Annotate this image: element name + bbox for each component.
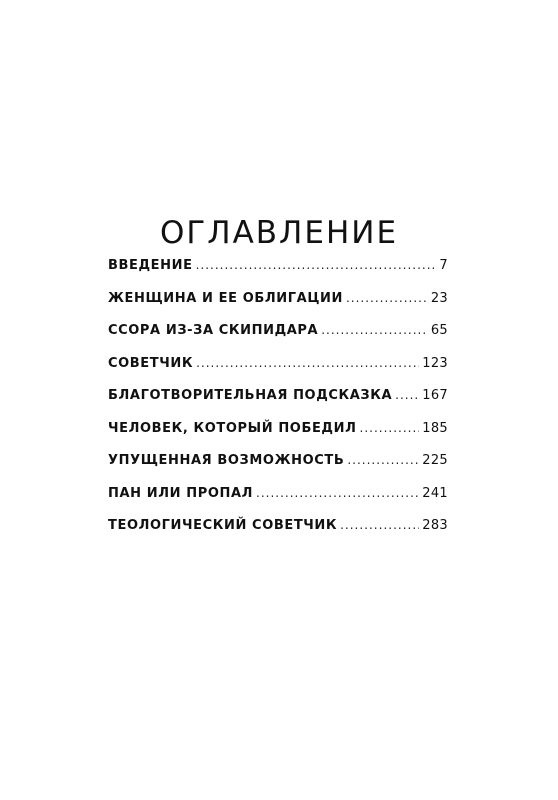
toc-entry-title: ВВЕДЕНИЕ: [108, 258, 193, 273]
dot-leader: [196, 356, 419, 370]
toc-entry-page: 241: [422, 485, 448, 501]
toc-entry: [108, 421, 448, 454]
dot-leader: [196, 258, 437, 272]
toc-entry-title: УПУЩЕННАЯ ВОЗМОЖНОСТЬ: [108, 453, 345, 468]
dot-leader: [256, 486, 419, 500]
toc-entry: [108, 356, 448, 389]
toc-entry: [108, 486, 448, 519]
toc-entry-page: 283: [422, 518, 448, 533]
toc-entry: [108, 323, 448, 356]
toc-entry-page: 185: [422, 420, 448, 436]
toc-entry-title: ЧЕЛОВЕК, КОТОРЫЙ ПОБЕДИЛ: [108, 420, 357, 436]
toc-entry: [108, 518, 448, 551]
toc-entry-title: ПАН ИЛИ ПРОПАЛ: [108, 485, 254, 501]
toc-entry-page: 23: [430, 290, 448, 306]
toc-entry-page: 225: [422, 453, 448, 468]
toc-entry: [108, 258, 448, 291]
dot-leader: [347, 453, 419, 467]
dot-leader: [340, 518, 419, 532]
toc-entry-title: БЛАГОТВОРИТЕЛЬНАЯ ПОДСКАЗКА: [108, 388, 393, 403]
toc-entry-page: 167: [422, 388, 448, 403]
toc-entry: [108, 291, 448, 324]
toc-entry-title: ССОРА ИЗ-ЗА СКИПИДАРА: [108, 323, 319, 338]
dot-leader: [346, 291, 428, 305]
toc-entry-title: ТЕОЛОГИЧЕСКИЙ СОВЕТЧИК: [108, 518, 338, 533]
toc-entry-page: 123: [422, 355, 448, 371]
toc-entry-page: 7: [439, 258, 448, 273]
table-of-contents: [108, 258, 448, 551]
toc-entry-title: СОВЕТЧИК: [108, 355, 194, 371]
dot-leader: [395, 388, 419, 402]
dot-leader: [360, 421, 420, 435]
toc-entry: [108, 388, 448, 421]
toc-entry-title: ЖЕНЩИНА И ЕЕ ОБЛИГАЦИИ: [108, 290, 343, 306]
dot-leader: [321, 323, 428, 337]
toc-entry: [108, 453, 448, 486]
toc-entry-page: 65: [430, 323, 448, 338]
page-title: ОГЛАВЛЕНИЕ: [159, 214, 399, 251]
